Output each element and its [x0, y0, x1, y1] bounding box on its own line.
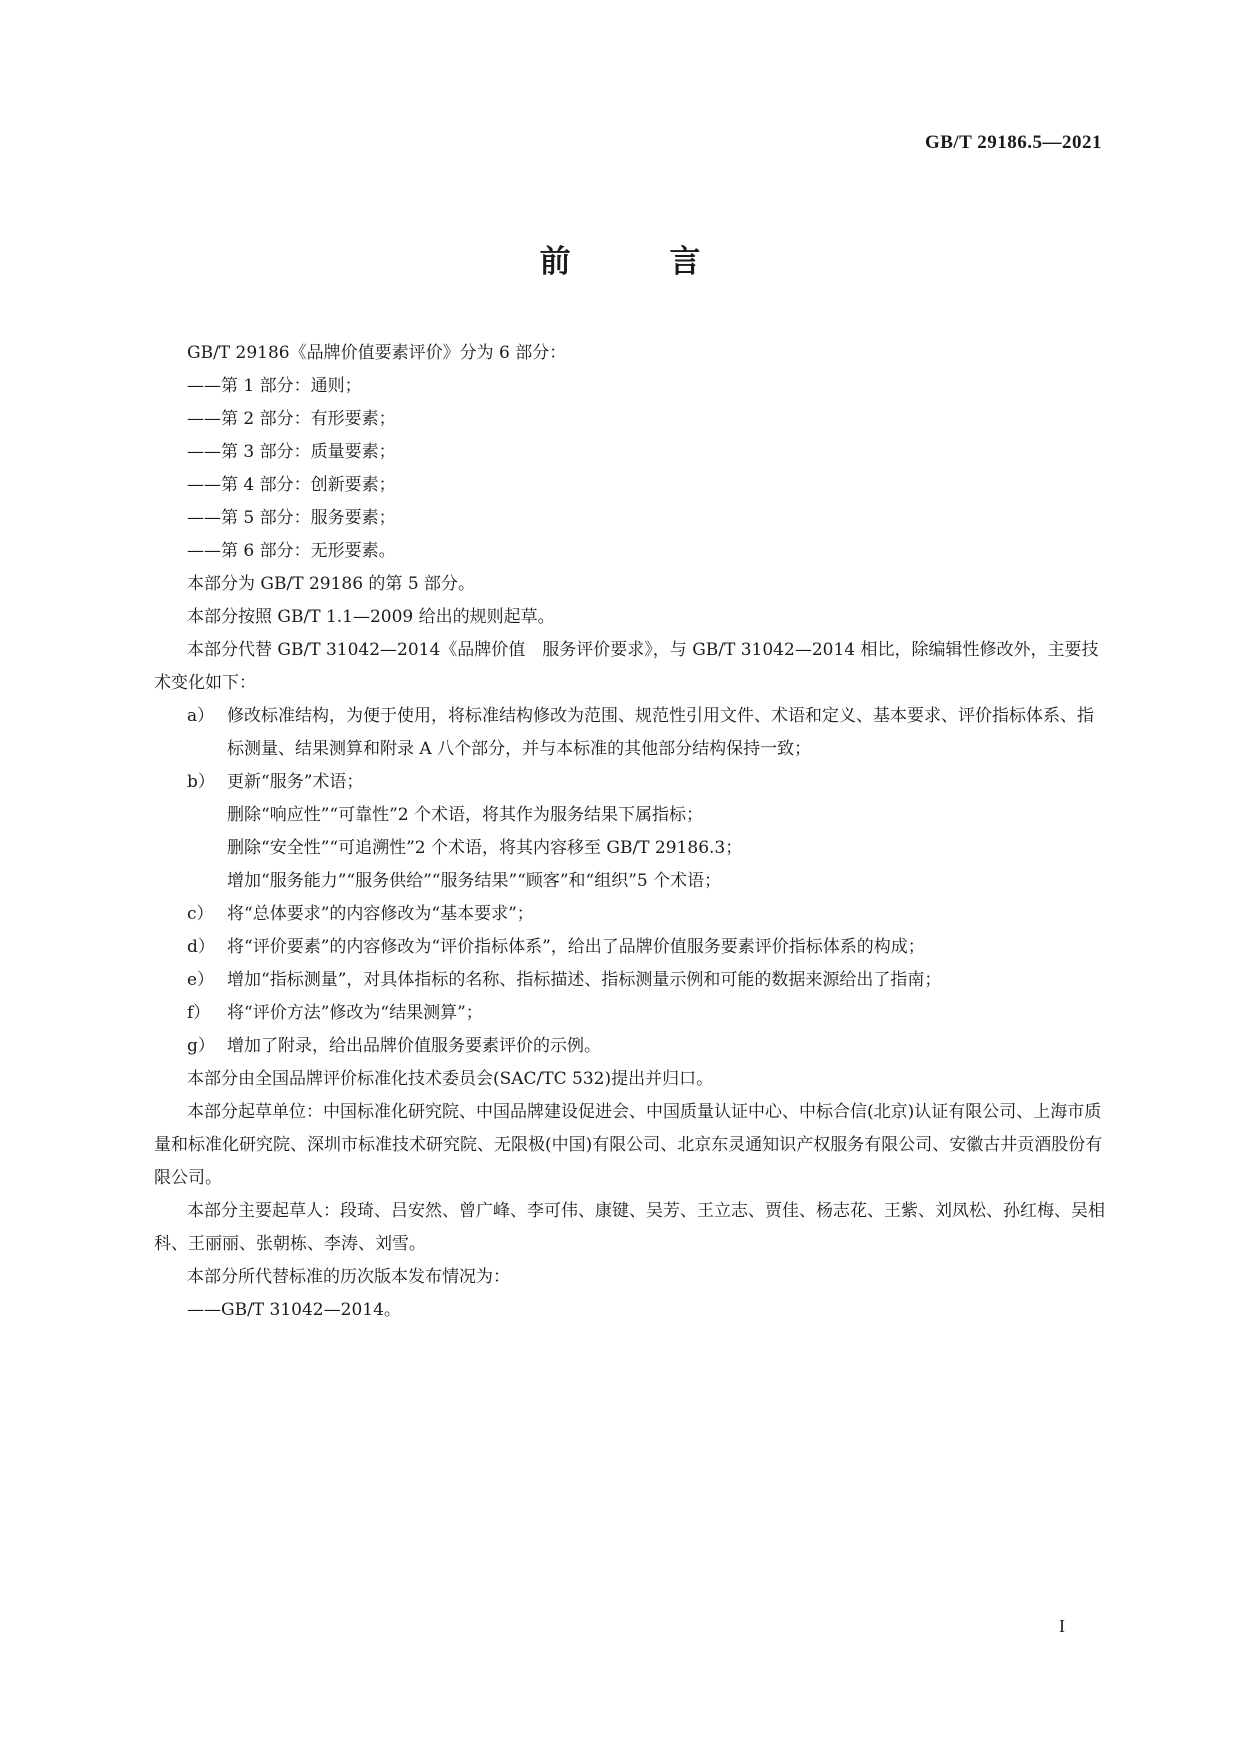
change-item-marker: f）	[187, 1003, 211, 1023]
change-sub-item: 删除“安全性”“可追溯性”2 个术语，将其内容移至 GB/T 29186.3；	[227, 838, 743, 858]
change-item-text: 将“评价要素”的内容修改为“评价指标体系”，给出了品牌价值服务要素评价指标体系的构成；	[227, 937, 925, 957]
change-item-marker: d）	[187, 937, 215, 957]
foreword-body	[154, 337, 1109, 1327]
change-sub-item: 增加“服务能力”“服务供给”“服务结果”“顾客”和“组织”5 个术语；	[227, 871, 722, 891]
drafters: 本部分主要起草人：段琦、吕安然、曾广峰、李可伟、康键、吴芳、王立志、贾佳、杨志花、王紫、刘凤松、孙红梅、吴相科、王丽丽、张朝栋、李涛、刘雪。	[154, 1201, 1105, 1254]
page-title: 前 言	[539, 244, 745, 280]
change-item-marker: e）	[187, 970, 215, 990]
replaces-statement: 本部分代替 GB/T 31042—2014《品牌价值 服务评价要求》，与 GB/T 31042—2014 相比，除编辑性修改外，主要技术变化如下：	[154, 640, 1099, 693]
history-intro: 本部分所代替标准的历次版本发布情况为：	[187, 1267, 510, 1287]
change-item-text: 将“评价方法”修改为“结果测算”；	[227, 1003, 483, 1023]
part-list-item: ——第 4 部分：创新要素；	[187, 475, 396, 495]
drafting-units: 本部分起草单位：中国标准化研究院、中国品牌建设促进会、中国质量认证中心、中标合信(北京)认证有限公司、上海市质量和标准化研究院、深圳市标准技术研究院、无限极(中国)有限公司、北京东灵通知识产权服务有限公司、安徽古井贡酒股份有限公司。	[154, 1102, 1103, 1188]
change-item	[154, 931, 1109, 964]
change-item-marker: g）	[187, 1036, 215, 1056]
change-item-text: 将“总体要求”的内容修改为“基本要求”；	[227, 904, 534, 924]
change-item-text: 增加了附录，给出品牌价值服务要素评价的示例。	[227, 1036, 601, 1056]
change-item	[154, 1030, 1109, 1063]
change-item	[154, 766, 1109, 799]
change-item-marker: c）	[187, 904, 214, 924]
change-sub-item: 删除“响应性”“可靠性”2 个术语，将其作为服务结果下属指标；	[227, 805, 703, 825]
change-item-marker: a）	[187, 706, 215, 726]
change-item-text: 更新“服务”术语；	[227, 772, 364, 792]
this-part-statement: 本部分为 GB/T 29186 的第 5 部分。	[187, 574, 476, 594]
page-number: I	[1059, 1616, 1065, 1636]
drafting-rule: 本部分按照 GB/T 1.1—2009 给出的规则起草。	[187, 607, 555, 627]
change-item-text: 增加“指标测量”，对具体指标的名称、指标描述、指标测量示例和可能的数据来源给出了指南；	[227, 970, 942, 990]
parts-intro: GB/T 29186《品牌价值要素评价》分为 6 部分：	[187, 343, 567, 363]
history-item: ——GB/T 31042—2014。	[187, 1300, 401, 1320]
change-item-text: 修改标准结构，为便于使用，将标准结构修改为范围、规范性引用文件、术语和定义、基本要求、评价指标体系、指标测量、结果测算和附录 A 八个部分，并与本标准的其他部分结构保持一致；	[227, 706, 1094, 759]
change-item	[154, 964, 1109, 997]
part-list-item: ——第 6 部分：无形要素。	[187, 541, 396, 561]
part-list-item: ——第 3 部分：质量要素；	[187, 442, 396, 462]
change-item	[154, 700, 1109, 766]
change-item	[154, 898, 1109, 931]
change-item-marker: b）	[187, 772, 215, 792]
proposed-by: 本部分由全国品牌评价标准化技术委员会(SAC/TC 532)提出并归口。	[187, 1069, 714, 1089]
part-list-item: ——第 5 部分：服务要素；	[187, 508, 396, 528]
part-list-item: ——第 2 部分：有形要素；	[187, 409, 396, 429]
standard-code: GB/T 29186.5—2021	[924, 132, 1102, 153]
change-item	[154, 997, 1109, 1030]
part-list-item: ——第 1 部分：通则；	[187, 376, 362, 396]
